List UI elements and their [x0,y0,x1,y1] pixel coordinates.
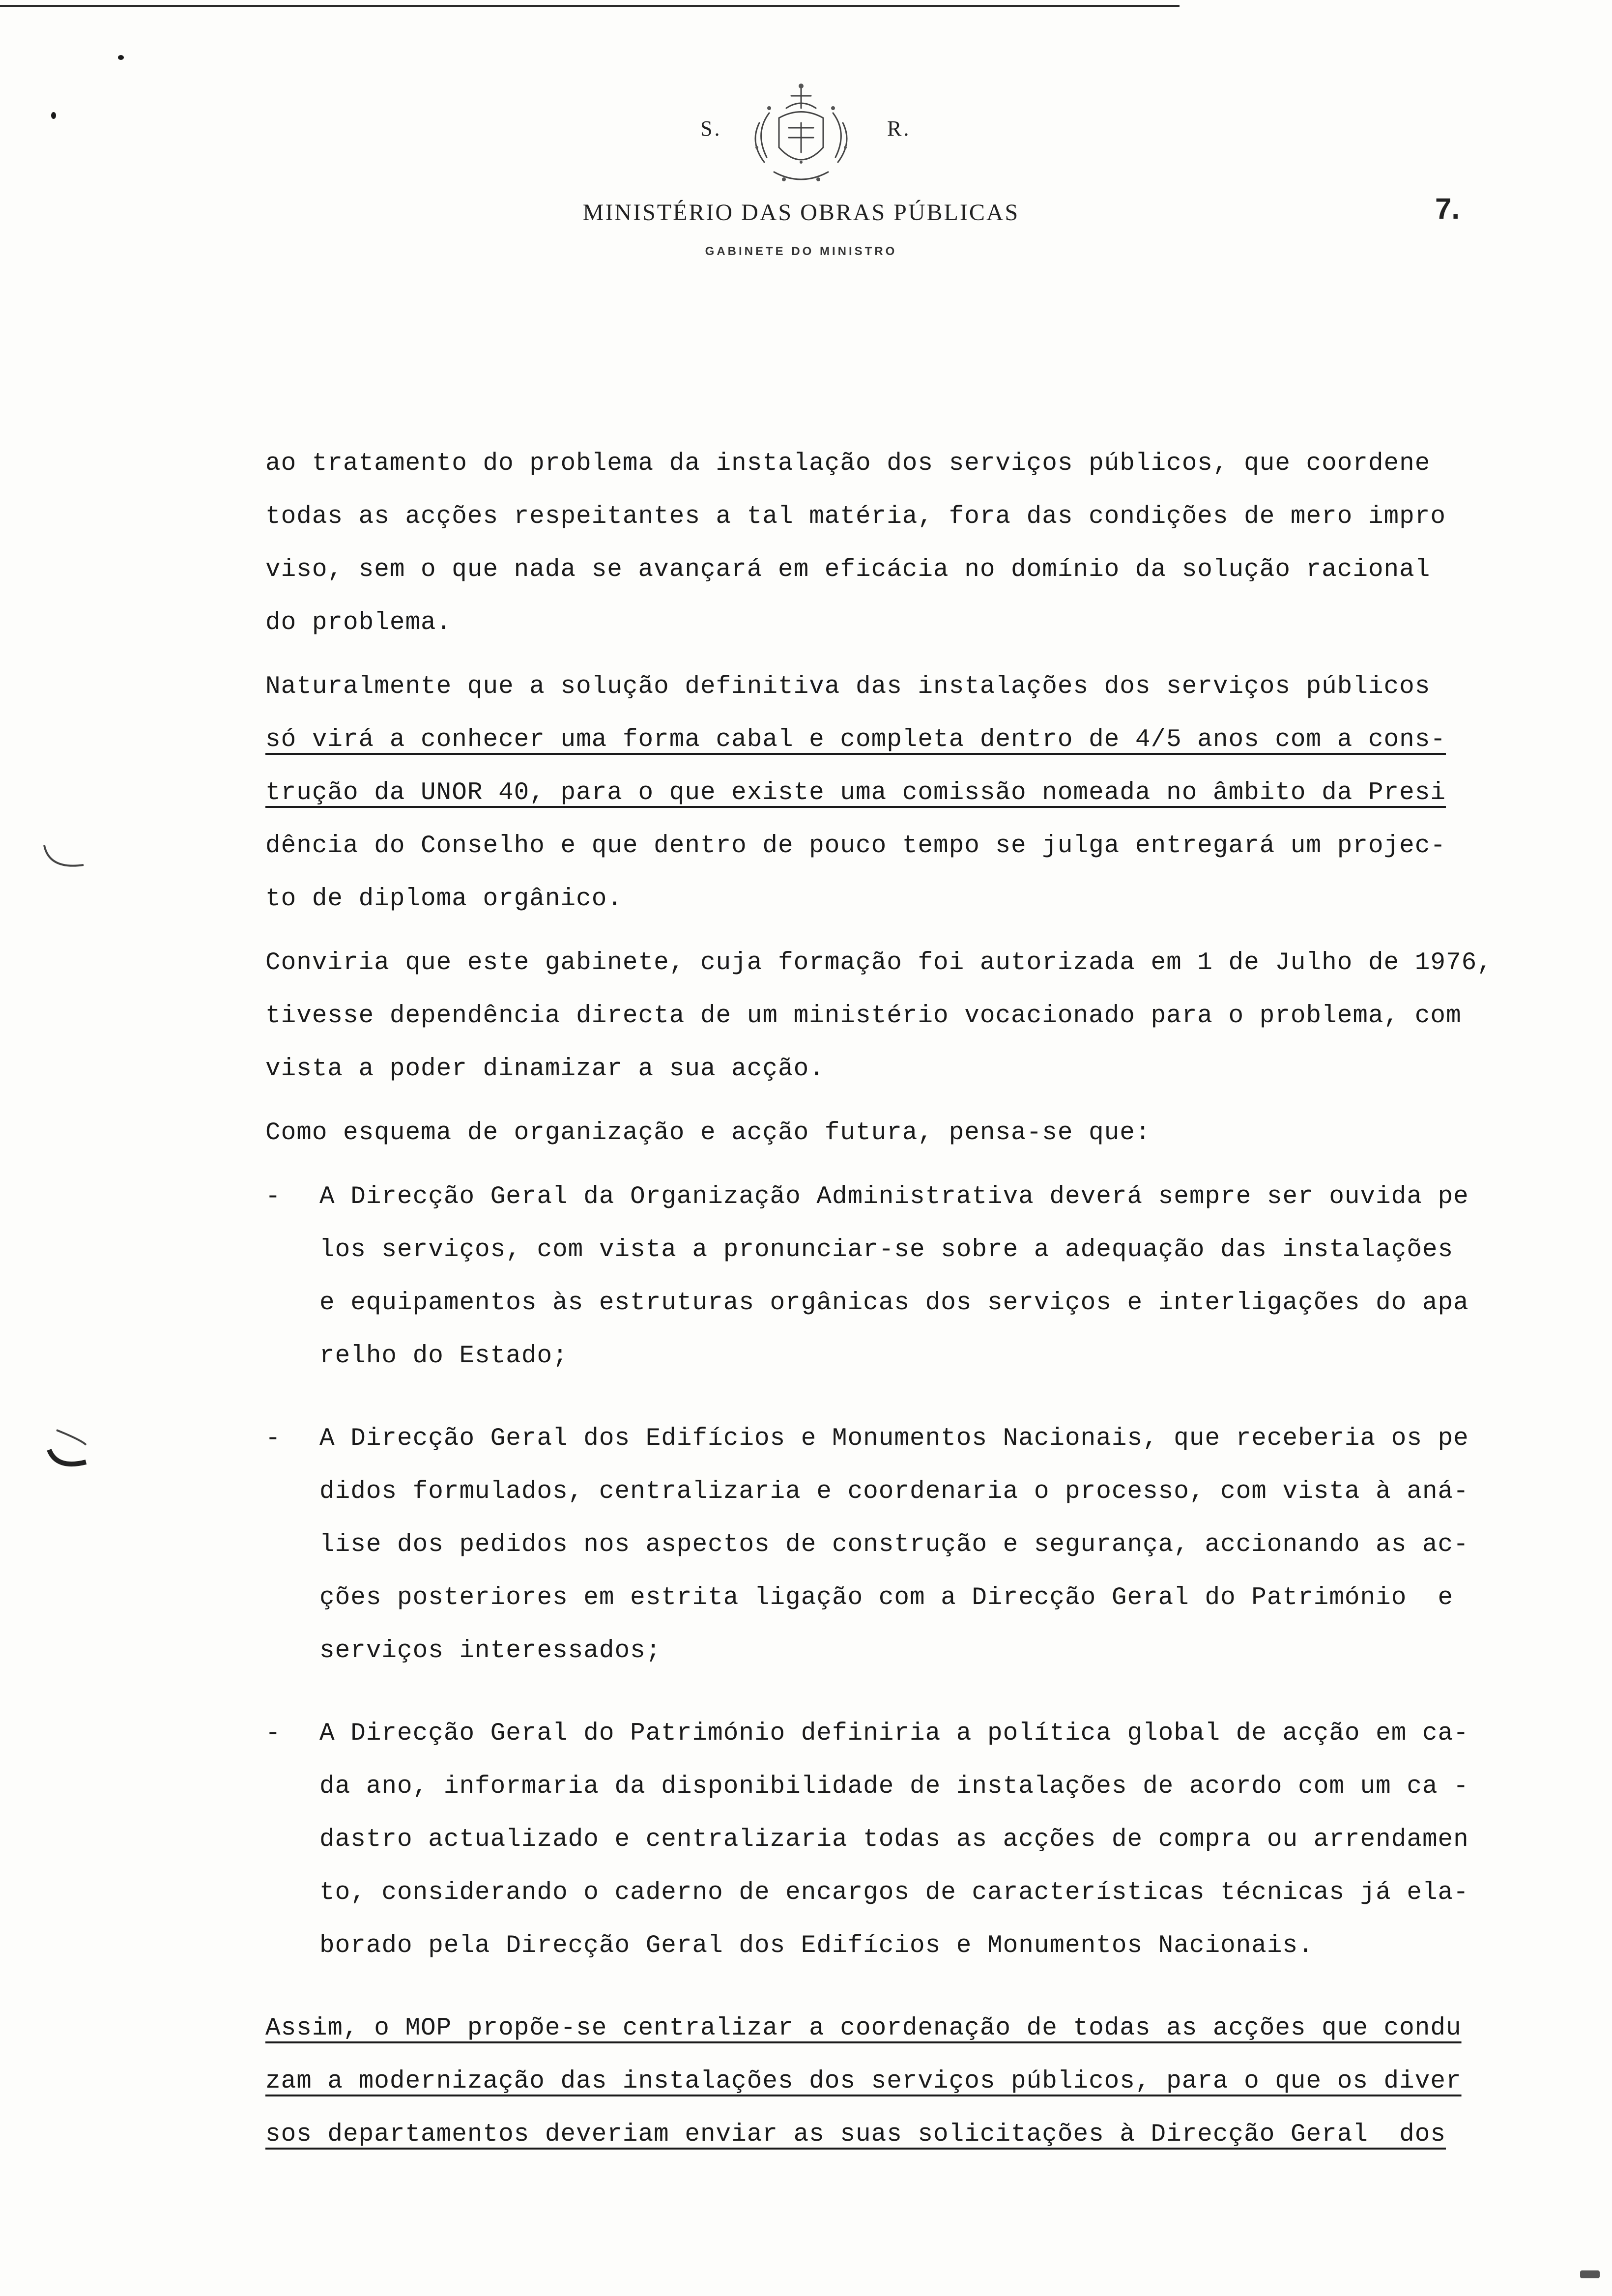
hole-punch-mark [39,835,93,880]
text-line-underlined: zam a modernização das instalações dos serviços públicos, para o que os diver [265,2067,1462,2095]
hole-punch-mark [47,1425,101,1479]
text-line: to de diploma orgânico. [265,885,623,913]
ministry-name: MINISTÉRIO DAS OBRAS PÚBLICAS [582,200,1020,226]
text-line: lise dos pedidos nos aspectos de construção e segurança, accionando as ac- [319,1531,1469,1559]
text-line: dência do Conselho e que dentro de pouco tempo se julga entregará um projec- [265,832,1446,860]
list-item [265,1412,1524,1678]
text-line: vista a poder dinamizar a sua acção. [265,1055,825,1083]
list-item [265,1707,1524,1973]
letterhead-initial-r: R. [887,116,911,141]
text-line-underlined: só virá a conhecer uma forma cabal e completa dentro de 4/5 anos com a cons- [265,726,1446,754]
text-line: A Direcção Geral dos Edifícios e Monumentos Nacionais, que receberia os pe [319,1425,1469,1453]
bullet-dash: - [265,1183,281,1211]
text-line: serviços interessados; [319,1637,662,1665]
text-line: los serviços, com vista a pronunciar-se sobre a adequação das instalações [319,1236,1454,1264]
coat-of-arms-icon [740,79,863,192]
paragraph-closing [265,2002,1524,2161]
list-item [265,1171,1524,1383]
text-line-underlined: sos departamentos deveriam enviar as suas solicitações à Direcção Geral dos [265,2121,1446,2149]
top-edge-rule [0,5,1180,7]
paragraph [265,437,1524,650]
scan-speck [51,112,56,119]
text-line: da ano, informaria da disponibilidade de instalações de acordo com um ca - [319,1773,1469,1801]
text-line: ao tratamento do problema da instalação dos serviços públicos, que coordene [265,450,1431,478]
scan-speck [1580,2270,1600,2278]
bullet-dash: - [265,1720,281,1748]
text-line: ções posteriores em estrita ligação com a Direcção Geral do Património e [319,1584,1454,1612]
text-line: didos formulados, centralizaria e coordenaria o processo, com vista à aná- [319,1478,1469,1506]
text-line: viso, sem o que nada se avançará em eficácia no domínio da solução racional [265,556,1431,584]
paragraph [265,937,1524,1096]
letterhead-crest-row [491,69,1111,192]
text-line: to, considerando o caderno de encargos de características técnicas já ela- [319,1879,1469,1907]
letterhead [491,69,1111,285]
bullet-dash: - [265,1425,281,1453]
scan-speck [118,55,124,60]
text-line: tivesse dependência directa de um ministério vocacionado para o problema, com [265,1002,1462,1030]
paragraph [265,660,1524,926]
text-line-underlined: Assim, o MOP propõe-se centralizar a coordenação de todas as acções que condu [265,2014,1462,2042]
document-body [265,437,1524,2172]
text-line: e equipamentos às estruturas orgânicas dos serviços e interligações do apa [319,1289,1469,1317]
page-number: 7. [1435,192,1460,225]
text-line: relho do Estado; [319,1342,568,1370]
text-line: do problema. [265,609,452,637]
paragraph [265,1107,1524,1160]
letterhead-initial-s: S. [700,116,722,141]
text-line: A Direcção Geral da Organização Administrativa deverá sempre ser ouvida pe [319,1183,1469,1211]
text-line: todas as acções respeitantes a tal matéria, fora das condições de mero impro [265,503,1446,531]
office-name: GABINETE DO MINISTRO [705,245,897,258]
text-line: A Direcção Geral do Património definiria a política global de acção em ca- [319,1720,1469,1748]
text-line: dastro actualizado e centralizaria todas as acções de compra ou arrendamen [319,1826,1469,1854]
text-line-underlined: trução da UNOR 40, para o que existe uma comissão nomeada no âmbito da Presi [265,779,1446,807]
text-line: Naturalmente que a solução definitiva das instalações dos serviços públicos [265,673,1431,701]
text-line: borado pela Direcção Geral dos Edifícios e Monumentos Nacionais. [319,1932,1314,1960]
text-line: Como esquema de organização e acção futura, pensa-se que: [265,1119,1151,1147]
text-line: Conviria que este gabinete, cuja formação foi autorizada em 1 de Julho de 1976, [265,949,1493,977]
